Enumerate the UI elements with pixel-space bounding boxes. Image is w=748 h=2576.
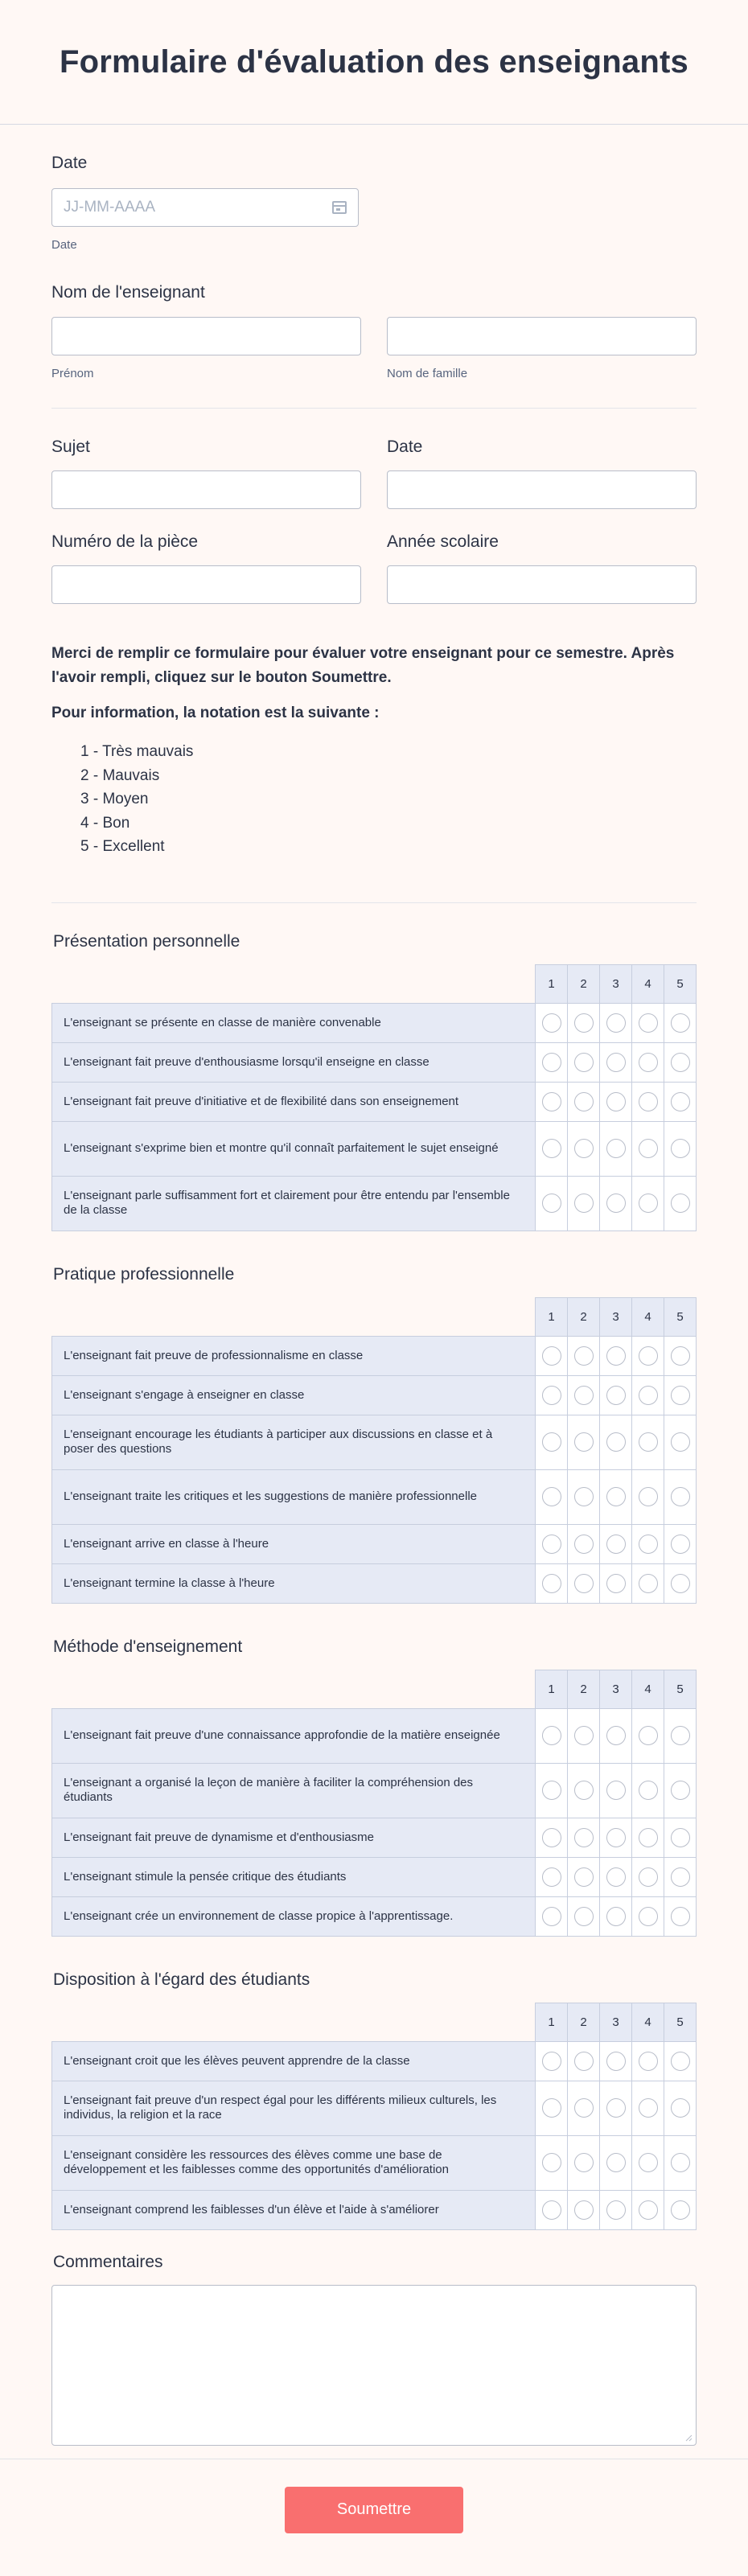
comments-label: Commentaires [53,2252,163,2271]
rating-radio[interactable] [542,1432,561,1452]
rating-radio[interactable] [639,1726,658,1745]
matrix-question: L'enseignant fait preuve d'initiative et de flexibilité dans son enseignement [52,1082,536,1121]
rating-radio[interactable] [542,1053,561,1072]
rating-radio[interactable] [639,1194,658,1213]
rating-radio[interactable] [542,1346,561,1366]
matrix-column-header: 4 [632,964,664,1003]
matrix-row [52,1763,697,1818]
rating-radio[interactable] [606,1535,626,1554]
rating-radio[interactable] [542,1907,561,1926]
subject-label: Sujet [51,438,90,456]
teacher-name-group [51,252,697,380]
matrix-question: L'enseignant arrive en classe à l'heure [52,1524,536,1563]
matrix-row [52,1042,697,1082]
matrix-column-header: 1 [536,964,568,1003]
rating-matrix [51,964,697,1231]
intro-text: Merci de remplir ce formulaire pour évaluer votre enseignant pour ce semestre. Après l'avoir rempli, cliquez sur le bouton Soumettre. [51,645,675,686]
rating-radio[interactable] [574,1535,594,1554]
rating-radio[interactable] [542,1139,561,1158]
rating-radio[interactable] [574,1013,594,1033]
comments-textarea[interactable] [51,2285,697,2446]
rating-radio[interactable] [606,1781,626,1800]
rating-radio[interactable] [671,1487,690,1506]
first-name-input[interactable] [51,317,361,355]
rating-radio[interactable] [574,1907,594,1926]
matrix-question: L'enseignant fait preuve d'un respect égal pour les différents milieux culturels, les individus, la religion et la race [52,2081,536,2135]
rating-sections [51,903,697,2230]
matrix-row [52,1708,697,1763]
matrix-row [52,1818,697,1857]
matrix-row [52,2081,697,2135]
matrix-column-header: 3 [600,1670,632,1708]
matrix-question: L'enseignant a organisé la leçon de manière à faciliter la compréhension des étudiants [52,1763,536,1818]
rating-matrix [51,1670,697,1937]
matrix-row [52,1469,697,1524]
rating-radio[interactable] [606,1013,626,1033]
rating-radio[interactable] [542,1194,561,1213]
rating-radio[interactable] [606,2052,626,2071]
rating-matrix [51,2003,697,2230]
matrix-row [52,2135,697,2190]
rating-radio[interactable] [542,1487,561,1506]
rating-radio[interactable] [671,1828,690,1847]
date-sublabel: Date [51,238,77,252]
matrix-row [52,1121,697,1176]
rating-radio[interactable] [671,1053,690,1072]
matrix-column-header: 2 [568,1297,600,1336]
matrix-column-header: 3 [600,2003,632,2041]
rating-scale-list [80,740,697,859]
rating-radio[interactable] [671,1013,690,1033]
comments-group [51,2230,697,2446]
rating-radio[interactable] [542,2052,561,2071]
form-title: Formulaire d'évaluation des enseignants [60,43,688,80]
instructions [51,604,697,859]
room-input[interactable] [51,565,361,604]
rating-radio[interactable] [574,1574,594,1593]
rating-section [51,1257,697,1604]
rating-radio[interactable] [671,1194,690,1213]
submit-button[interactable]: Soumettre [285,2487,463,2533]
rating-radio[interactable] [639,1139,658,1158]
rating-radio[interactable] [671,2052,690,2071]
matrix-row [52,2190,697,2229]
rating-radio[interactable] [542,2200,561,2220]
rating-radio[interactable] [639,1907,658,1926]
rating-radio[interactable] [574,2098,594,2118]
matrix-column-header: 2 [568,1670,600,1708]
matrix-question: L'enseignant croit que les élèves peuvent apprendre de la classe [52,2041,536,2081]
rating-radio[interactable] [542,1867,561,1887]
matrix-question: L'enseignant crée un environnement de classe propice à l'apprentissage. [52,1896,536,1936]
matrix-question: L'enseignant parle suffisamment fort et clairement pour être entendu par l'ensemble de la classe [52,1176,536,1230]
rating-radio[interactable] [671,1139,690,1158]
rating-scale-item: 4 - Bon [80,814,130,832]
matrix-column-header: 1 [536,1670,568,1708]
year-input[interactable] [387,565,697,604]
section-title: Méthode d'enseignement [53,1637,243,1656]
rating-radio[interactable] [606,1053,626,1072]
rating-radio[interactable] [574,1053,594,1072]
matrix-question: L'enseignant comprend les faiblesses d'un élève et l'aide à s'améliorer [52,2190,536,2229]
rating-scale-item: 3 - Moyen [80,791,149,807]
last-name-sublabel: Nom de famille [387,367,468,380]
matrix-column-header: 3 [600,964,632,1003]
rating-radio[interactable] [606,1487,626,1506]
rating-radio[interactable] [542,2098,561,2118]
rating-radio[interactable] [542,1535,561,1554]
matrix-row [52,1415,697,1469]
year-label: Année scolaire [387,532,499,551]
rating-radio[interactable] [606,2200,626,2220]
rating-radio[interactable] [574,1346,594,1366]
rating-radio[interactable] [574,2052,594,2071]
rating-radio[interactable] [671,1432,690,1452]
rating-radio[interactable] [639,1053,658,1072]
matrix-column-header: 1 [536,2003,568,2041]
rating-radio[interactable] [639,2200,658,2220]
rating-matrix [51,1297,697,1604]
rating-radio[interactable] [639,2052,658,2071]
calendar-icon[interactable] [332,201,347,214]
rating-radio[interactable] [639,1781,658,1800]
rating-radio[interactable] [542,1781,561,1800]
rating-radio[interactable] [574,2153,594,2172]
date-field-group [51,125,697,252]
matrix-question: L'enseignant considère les ressources des élèves comme une base de développement et les faiblesses comme des opportunités d'amélioration [52,2135,536,2190]
rating-intro: Pour information, la notation est la suivante : [51,705,380,721]
matrix-column-header: 2 [568,964,600,1003]
matrix-question: L'enseignant fait preuve d'enthousiasme lorsqu'il enseigne en classe [52,1042,536,1082]
rating-radio[interactable] [606,1346,626,1366]
matrix-question: L'enseignant stimule la pensée critique des étudiants [52,1857,536,1896]
rating-radio[interactable] [606,1574,626,1593]
rating-radio[interactable] [671,1574,690,1593]
rating-radio[interactable] [639,1828,658,1847]
rating-radio[interactable] [671,1781,690,1800]
rating-radio[interactable] [671,1092,690,1111]
rating-radio[interactable] [671,2098,690,2118]
matrix-question: L'enseignant s'engage à enseigner en classe [52,1375,536,1415]
rating-radio[interactable] [542,1828,561,1847]
rating-radio[interactable] [671,1386,690,1405]
rating-scale-item: 1 - Très mauvais [80,743,194,760]
rating-radio[interactable] [542,1013,561,1033]
rating-scale-item: 5 - Excellent [80,838,165,855]
matrix-row [52,2041,697,2081]
rating-section [51,924,697,1231]
rating-radio[interactable] [606,1139,626,1158]
matrix-row [52,1857,697,1896]
rating-radio[interactable] [574,1432,594,1452]
rating-radio[interactable] [606,2098,626,2118]
date-placeholder: JJ-MM-AAAA [64,199,155,216]
matrix-column-header: 3 [600,1297,632,1336]
rating-radio[interactable] [574,1092,594,1111]
teacher-name-label: Nom de l'enseignant [51,283,205,302]
matrix-column-header: 4 [632,1670,664,1708]
matrix-question: L'enseignant fait preuve de professionnalisme en classe [52,1336,536,1375]
rating-radio[interactable] [639,2153,658,2172]
rating-radio[interactable] [606,2153,626,2172]
matrix-column-header: 1 [536,1297,568,1336]
rating-radio[interactable] [639,1432,658,1452]
rating-radio[interactable] [606,1386,626,1405]
rating-radio[interactable] [639,1346,658,1366]
rating-radio[interactable] [606,1726,626,1745]
rating-radio[interactable] [606,1828,626,1847]
form-footer [0,2459,748,2576]
section-title: Présentation personnelle [53,931,240,951]
rating-radio[interactable] [671,1726,690,1745]
matrix-row [52,1176,697,1230]
rating-radio[interactable] [574,1828,594,1847]
matrix-row [52,1524,697,1563]
rating-radio[interactable] [671,1535,690,1554]
rating-radio[interactable] [671,1867,690,1887]
rating-radio[interactable] [574,1139,594,1158]
matrix-row [52,1336,697,1375]
rating-radio[interactable] [639,1013,658,1033]
matrix-column-header: 5 [664,1297,697,1336]
rating-radio[interactable] [574,1781,594,1800]
matrix-question: L'enseignant s'exprime bien et montre qu'il connaît parfaitement le sujet enseigné [52,1121,536,1176]
rating-radio[interactable] [639,1092,658,1111]
rating-radio[interactable] [574,1386,594,1405]
first-name-sublabel: Prénom [51,367,94,380]
rating-radio[interactable] [639,1487,658,1506]
rating-section [51,1629,697,1937]
rating-radio[interactable] [606,1867,626,1887]
room-label: Numéro de la pièce [51,532,199,551]
section-title: Disposition à l'égard des étudiants [53,1970,310,1989]
matrix-column-header: 4 [632,1297,664,1336]
rating-radio[interactable] [542,1386,561,1405]
rating-radio[interactable] [639,2098,658,2118]
rating-radio[interactable] [574,1487,594,1506]
matrix-column-header: 5 [664,1670,697,1708]
matrix-column-header: 4 [632,2003,664,2041]
rating-radio[interactable] [671,2153,690,2172]
rating-radio[interactable] [639,1535,658,1554]
section-title: Pratique professionnelle [53,1264,235,1284]
matrix-row [52,1896,697,1936]
rating-radio[interactable] [671,1907,690,1926]
matrix-row [52,1375,697,1415]
rating-radio[interactable] [606,1907,626,1926]
matrix-question: L'enseignant fait preuve de dynamisme et d'enthousiasme [52,1818,536,1857]
form-header [0,0,748,125]
rating-radio[interactable] [671,1346,690,1366]
matrix-question: L'enseignant traite les critiques et les suggestions de manière professionnelle [52,1469,536,1524]
last-name-input[interactable] [387,317,697,355]
resize-grip-icon[interactable] [684,2434,693,2442]
matrix-question: L'enseignant encourage les étudiants à participer aux discussions en classe et à poser des questions [52,1415,536,1469]
rating-radio[interactable] [542,1574,561,1593]
rating-radio[interactable] [574,1726,594,1745]
matrix-column-header: 2 [568,2003,600,2041]
subject-input[interactable] [51,470,361,509]
date2-label: Date [387,438,423,456]
rating-radio[interactable] [574,2200,594,2220]
rating-radio[interactable] [639,1867,658,1887]
rating-radio[interactable] [639,1386,658,1405]
rating-radio[interactable] [606,1194,626,1213]
date2-input[interactable] [387,470,697,509]
matrix-column-header: 5 [664,2003,697,2041]
date-label: Date [51,154,88,172]
matrix-row [52,1003,697,1042]
matrix-question: L'enseignant fait preuve d'une connaissance approfondie de la matière enseignée [52,1708,536,1763]
rating-radio[interactable] [606,1092,626,1111]
matrix-row [52,1563,697,1603]
rating-radio[interactable] [542,2153,561,2172]
matrix-question: L'enseignant termine la classe à l'heure [52,1563,536,1603]
matrix-question: L'enseignant se présente en classe de manière convenable [52,1003,536,1042]
rating-scale-item: 2 - Mauvais [80,766,160,784]
rating-radio[interactable] [574,1867,594,1887]
date-input[interactable] [51,188,359,227]
rating-radio[interactable] [542,1726,561,1745]
rating-radio[interactable] [606,1432,626,1452]
rating-radio[interactable] [542,1092,561,1111]
rating-section [51,1962,697,2230]
rating-radio[interactable] [639,1574,658,1593]
rating-radio[interactable] [671,2200,690,2220]
rating-radio[interactable] [574,1194,594,1213]
matrix-row [52,1082,697,1121]
matrix-column-header: 5 [664,964,697,1003]
